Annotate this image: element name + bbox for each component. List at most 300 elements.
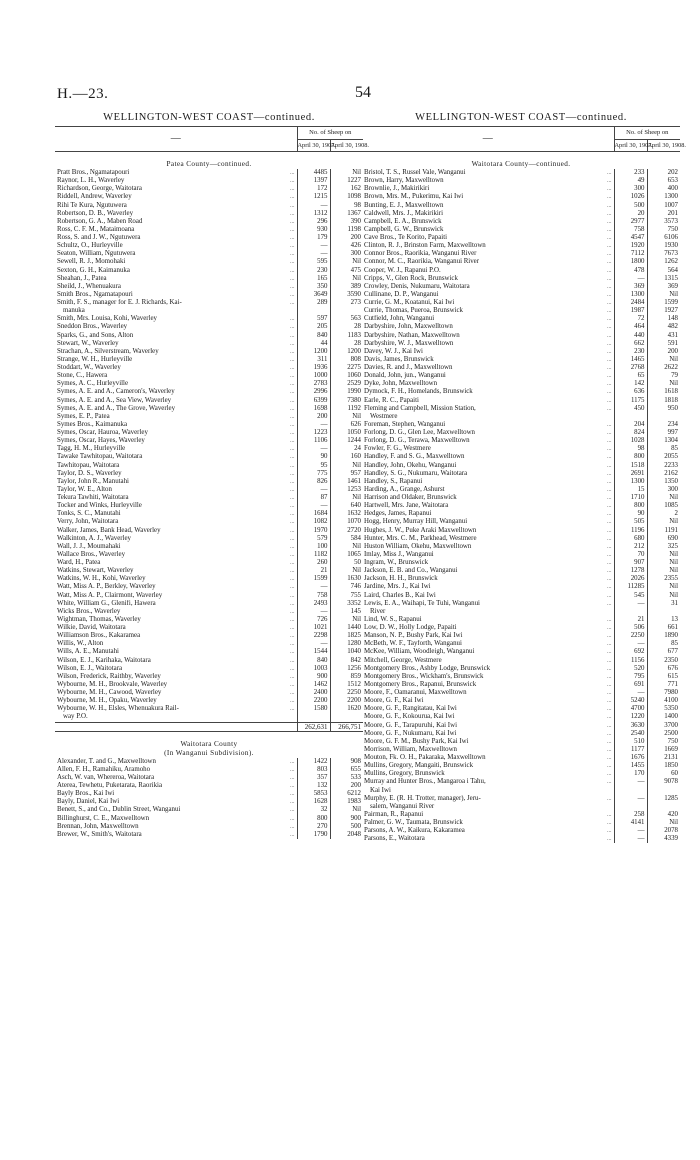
sheep-1908: 4339 <box>647 835 680 843</box>
holder-name: way P.O. <box>63 713 88 721</box>
table-row <box>362 332 680 340</box>
leader-dots: ... <box>607 535 612 542</box>
sheep-1908: 431 <box>647 332 680 340</box>
holder-name: Brewer, W., Smith's, Waitotara <box>57 830 142 838</box>
leader-dots: ... <box>607 381 612 388</box>
table-row <box>362 202 680 210</box>
holder-name: Brennan, John, Maxwelltown <box>57 822 139 830</box>
sheep-1908: Nil <box>330 169 363 177</box>
sheep-1907: — <box>297 250 330 258</box>
leader-dots: ... <box>290 486 295 493</box>
holder-name: Crowley, Denis, Nukumaru, Waitotara <box>364 282 470 290</box>
table-row <box>55 567 363 575</box>
table-row <box>55 510 363 518</box>
sheep-1908 <box>647 803 680 811</box>
sheep-1907: 510 <box>614 738 647 746</box>
sheep-1907: 4141 <box>614 819 647 827</box>
sheep-1908: 1285 <box>647 795 680 803</box>
leader-dots: ... <box>290 462 295 469</box>
sheep-1907: 258 <box>614 811 647 819</box>
leader-dots: ... <box>290 291 295 298</box>
table-row <box>362 462 680 470</box>
leader-dots: ... <box>290 600 295 607</box>
sheep-1908: 1512 <box>330 681 363 689</box>
sheep-1908: 201 <box>647 210 680 218</box>
sheep-1908: 677 <box>647 648 680 656</box>
left-section-waitotara: Waitotara County <box>180 739 238 748</box>
table-row <box>55 380 363 388</box>
holder-name: Wightman, Thomas, Waverley <box>57 615 141 623</box>
leader-dots: ... <box>290 681 295 688</box>
total-1907: 262,631 <box>297 722 330 731</box>
sheep-1907: 4700 <box>614 705 647 713</box>
sheep-1907: 775 <box>297 470 330 478</box>
table-row <box>362 177 680 185</box>
sheep-1908: 60 <box>647 770 680 778</box>
leader-dots: ... <box>607 373 612 380</box>
spacer-cell <box>362 152 680 161</box>
leader-dots: ... <box>607 210 612 217</box>
leader-dots: ... <box>290 210 295 217</box>
holder-name: Taylor, W. E., Alton <box>57 485 112 493</box>
holder-name: Wall, J. J., Moumahaki <box>57 542 121 550</box>
sheep-1908: 202 <box>647 169 680 177</box>
holder-name: Cutfield, John, Wanganui <box>364 315 435 323</box>
sheep-1908: Nil <box>647 559 680 567</box>
table-row <box>362 356 680 364</box>
leader-dots: ... <box>607 584 612 591</box>
leader-dots: ... <box>290 438 295 445</box>
table-row <box>55 583 363 591</box>
sheep-1908 <box>647 608 680 616</box>
holder-name: Forlong, D. G., Glen Lee, Maxwelltown <box>364 429 475 436</box>
leader-dots: ... <box>607 714 612 721</box>
leader-dots: ... <box>290 766 295 773</box>
leader-dots: ... <box>607 519 612 526</box>
table-row <box>55 592 363 600</box>
table-row <box>55 437 363 445</box>
sheep-1907: 1156 <box>614 657 647 665</box>
leader-dots: ... <box>607 397 612 404</box>
sheep-1907: 1200 <box>297 348 330 356</box>
sheep-1908: 1085 <box>647 502 680 510</box>
sheep-1908: 9078 <box>647 778 680 786</box>
sheep-1908: 2355 <box>647 575 680 583</box>
leader-dots: ... <box>290 799 295 806</box>
holder-name: Wallace Bros., Waverley <box>57 550 126 558</box>
sheep-1907 <box>297 307 330 315</box>
sheep-1907: 900 <box>297 673 330 681</box>
table-row <box>55 806 363 814</box>
table-row <box>362 592 680 600</box>
table-row <box>362 502 680 510</box>
right-col-1908: April 30, 1908. <box>647 140 680 152</box>
right-table <box>362 126 686 843</box>
table-row <box>362 551 680 559</box>
leader-dots: ... <box>290 381 295 388</box>
sheep-1908: 808 <box>330 356 363 364</box>
table-row <box>362 307 680 315</box>
holder-name: Cripps, V., Glen Rock, Brunswick <box>364 274 458 282</box>
table-row <box>362 787 680 795</box>
table-row <box>362 616 680 624</box>
sheep-1907: 1800 <box>614 258 647 266</box>
sheep-1908: 390 <box>330 218 363 226</box>
sheep-1908: 7673 <box>647 250 680 258</box>
sheep-1907: 1920 <box>614 242 647 250</box>
table-row <box>55 673 363 681</box>
leader-dots: ... <box>607 681 612 688</box>
sheep-1907: 1278 <box>614 567 647 575</box>
sheep-1907: 2493 <box>297 600 330 608</box>
leader-dots: ... <box>290 673 295 680</box>
holder-name: Campbell, E. A., Brunswick <box>364 217 442 225</box>
leader-dots: ... <box>607 576 612 583</box>
sheep-1907: 5240 <box>614 697 647 705</box>
sheep-1908: 1098 <box>330 193 363 201</box>
leader-dots: ... <box>607 722 612 729</box>
holder-name: Richardson, George, Waitotara <box>57 185 142 193</box>
holder-name: manuka <box>63 307 85 315</box>
sheep-1908: 584 <box>330 535 363 543</box>
leader-dots: ... <box>290 511 295 518</box>
sheep-1907 <box>614 803 647 811</box>
table-row <box>362 713 680 721</box>
table-row <box>362 185 680 193</box>
leader-dots: ... <box>290 446 295 453</box>
holder-name: Riddell, Andrew, Waverley <box>57 193 132 201</box>
sheep-1907: 172 <box>297 185 330 193</box>
holder-name: Symes, Oscar, Hayes, Waverley <box>57 437 145 445</box>
leader-dots: ... <box>290 430 295 436</box>
holder-name: Strachan, A., Silverstream, Waverley <box>57 347 159 355</box>
table-row <box>55 798 363 806</box>
sheep-1908: 1825 <box>330 632 363 640</box>
sheep-1907: 1000 <box>297 372 330 380</box>
sheep-1907: — <box>614 778 647 786</box>
sheep-1907: 1422 <box>297 758 330 766</box>
table-row <box>55 616 363 624</box>
table-row <box>55 624 363 632</box>
table-row <box>362 486 680 494</box>
total-row <box>55 722 363 731</box>
leader-dots: ... <box>607 308 612 315</box>
sheep-1907: 1215 <box>297 193 330 201</box>
holder-name: Williamson Bros., Kakaramea <box>57 632 141 640</box>
sheep-1908: Nil <box>647 518 680 526</box>
holder-name: Low, D. W., Holly Lodge, Papaiti <box>364 624 457 631</box>
sheep-1907: — <box>297 502 330 510</box>
table-row <box>362 754 680 762</box>
sheep-1908: Nil <box>647 291 680 299</box>
table-row <box>362 340 680 348</box>
holder-name: Moore, G. F. M., Bushy Park, Kai Iwi <box>364 737 469 745</box>
holder-name: Brown, Harry, Maxwelltown <box>364 177 444 185</box>
leader-dots: ... <box>607 511 612 518</box>
table-row <box>362 364 680 372</box>
sheep-1908: 234 <box>647 421 680 429</box>
spacer-row <box>362 152 680 161</box>
sheep-1907: 2400 <box>297 689 330 697</box>
sheep-1908: 5350 <box>647 705 680 713</box>
leader-dots: ... <box>290 616 295 623</box>
holder-name: Tocker and Winks, Hurleyville <box>57 502 142 510</box>
table-row <box>55 250 363 258</box>
holder-name: Schultz, O., Hurleyville <box>57 242 123 250</box>
leader-dots: ... <box>607 178 612 185</box>
sheep-1907: 296 <box>297 218 330 226</box>
leader-dots: ... <box>290 584 295 591</box>
leader-dots: ... <box>607 503 612 510</box>
table-row <box>55 234 363 242</box>
sheep-1908: 160 <box>330 453 363 461</box>
holder-name: Bunting, E. J., Maxwelltown <box>364 201 444 209</box>
leader-dots: ... <box>607 356 612 363</box>
leader-dots: ... <box>607 194 612 201</box>
sheep-1908: 1065 <box>330 551 363 559</box>
leader-dots <box>594 803 614 811</box>
table-row <box>362 583 680 591</box>
table-row <box>55 559 363 567</box>
holder-name: Jackson, H. H., Brunswick <box>364 575 438 583</box>
sheep-1907: 260 <box>297 559 330 567</box>
table-row <box>362 242 680 250</box>
sheep-1908: 1618 <box>647 388 680 396</box>
leader-dots: ... <box>290 267 295 274</box>
sheep-1907: 230 <box>614 348 647 356</box>
sheep-1907: 350 <box>297 283 330 291</box>
leader-dots: ... <box>290 592 295 599</box>
holder-name: Raynor, L. H., Waverley <box>57 177 125 185</box>
leader-dots: ... <box>607 633 612 640</box>
sheep-1907: — <box>614 600 647 608</box>
sheep-1908: 564 <box>647 267 680 275</box>
sheep-1908: Nil <box>330 806 363 814</box>
sheep-1907: 840 <box>297 332 330 340</box>
table-row <box>362 819 680 827</box>
holder-name: Stone, C., Hawera <box>57 372 108 380</box>
sheep-1908: Nil <box>330 616 363 624</box>
holder-name: Fleming and Campbell, Mission Station, <box>364 404 476 412</box>
table-row <box>55 226 363 234</box>
sheep-1907: 100 <box>297 543 330 551</box>
leader-dots: ... <box>290 576 295 583</box>
sheep-1907: 165 <box>297 275 330 283</box>
sheep-1908: 2055 <box>647 453 680 461</box>
leader-dots: ... <box>290 807 295 814</box>
sheep-1908: Nil <box>330 567 363 575</box>
sheep-1907: 132 <box>297 782 330 790</box>
sheep-1907: 1698 <box>297 405 330 413</box>
holder-name: Rihi Te Kura, Ngutuwera <box>57 201 127 209</box>
table-row <box>55 445 363 453</box>
sheep-1908: 273 <box>330 299 363 307</box>
holder-name: Watt, Miss A. P., Clairmont, Waverley <box>57 591 163 599</box>
left-section-waitotara-sub-row <box>55 749 363 758</box>
holder-name: Aterea, Tewhetu, Puketarata, Raorikia <box>57 782 163 789</box>
leader-dots: ... <box>607 828 612 835</box>
holder-name: Moore, G. F., Tarapuruhi, Kai Iwi <box>364 721 457 729</box>
holder-name: Davey, W. J., Kai Iwi <box>364 347 423 355</box>
sheep-1908: 997 <box>647 429 680 437</box>
sheep-1907: 1710 <box>614 494 647 502</box>
sheep-1907: 369 <box>614 283 647 291</box>
leader-dots: ... <box>607 706 612 713</box>
table-row <box>55 258 363 266</box>
leader-dots: ... <box>290 657 295 664</box>
left-section-patea-row <box>55 160 363 169</box>
sheep-1908: 300 <box>647 486 680 494</box>
sheep-1908: 750 <box>647 738 680 746</box>
sheep-1907: 450 <box>614 405 647 413</box>
holder-name: Connor, M. C., Raorikia, Wanganui River <box>364 258 480 266</box>
sheep-1908: 3573 <box>647 218 680 226</box>
table-row <box>55 470 363 478</box>
holder-name: Wybourne, W. H., Elsles, Whenuakura Rail- <box>57 705 179 713</box>
sheep-1908: 6212 <box>330 790 363 798</box>
holder-name: Stoddart, W., Waverley <box>57 364 121 371</box>
sheep-1908: 2200 <box>330 697 363 705</box>
leader-dots: ... <box>607 771 612 778</box>
sheep-1907: 2996 <box>297 388 330 396</box>
leader-dots: ... <box>290 470 295 477</box>
table-row <box>362 778 680 786</box>
sheep-1908: 1440 <box>330 624 363 632</box>
table-row <box>362 478 680 486</box>
sheep-1907: 20 <box>614 210 647 218</box>
table-row <box>55 242 363 250</box>
table-row <box>362 827 680 835</box>
table-row <box>55 486 363 494</box>
sheep-1907: 1684 <box>297 510 330 518</box>
leader-dots <box>280 713 297 722</box>
sheep-1908: Nil <box>330 275 363 283</box>
holder-name: Walker, James, Bank Head, Waverley <box>57 526 161 534</box>
sheep-1907: 692 <box>614 648 647 656</box>
sheep-1907: 1182 <box>297 551 330 559</box>
leader-dots: ... <box>607 421 612 428</box>
sheep-1908: 2233 <box>647 462 680 470</box>
table-row <box>362 722 680 730</box>
leader-dots: ... <box>607 348 612 355</box>
table-row <box>55 790 363 798</box>
table-row <box>362 689 680 697</box>
table-row <box>362 445 680 453</box>
leader-dots: ... <box>290 178 295 185</box>
sheep-1907: 795 <box>614 673 647 681</box>
table-row <box>362 803 680 811</box>
holder-name: Handley, John, Okehu, Wanganui <box>364 461 457 469</box>
holder-name: McKee, William, Woodleigh, Wanganui <box>364 648 475 656</box>
table-row <box>55 283 363 291</box>
holder-name: Symes, A. E. and A., Cameron's, Waverley <box>57 388 175 396</box>
right-section-waitotara-row <box>362 160 680 169</box>
left-col-1908: April 30, 1908. <box>330 140 363 152</box>
holder-name: Palmer, G. W., Taumata, Brunswick <box>364 819 463 826</box>
holder-name: Hartwell, Mrs. Jane, Waitotara <box>364 502 449 510</box>
leader-dots: ... <box>290 186 295 193</box>
leader-dots: ... <box>607 673 612 680</box>
sheep-1908: 1599 <box>647 299 680 307</box>
sheep-1907: 800 <box>297 815 330 823</box>
leader-dots: ... <box>290 706 295 713</box>
leader-dots: ... <box>290 218 295 225</box>
sheep-1908: 426 <box>330 242 363 250</box>
sheep-1907: 44 <box>297 340 330 348</box>
table-row <box>55 681 363 689</box>
table-row <box>362 738 680 746</box>
sheep-1907: — <box>297 242 330 250</box>
sheep-1907: 840 <box>297 657 330 665</box>
sheep-1907: 5853 <box>297 790 330 798</box>
leader-dots: ... <box>290 316 295 323</box>
sheep-1907: — <box>614 835 647 843</box>
holder-name: Lind, W. S., Rapanui <box>364 615 422 623</box>
holder-name: Wills, A. E., Manutahi <box>57 648 119 656</box>
holder-name: Cave Bros., Te Korito, Papaiti <box>364 234 448 241</box>
sheep-1907: 597 <box>297 315 330 323</box>
leader-dots: ... <box>607 795 612 802</box>
sheep-1907: 1676 <box>614 754 647 762</box>
holder-name: Symes, A. C., Hurleyville <box>57 380 129 388</box>
sheep-1907: 1177 <box>614 746 647 754</box>
leader-dots: ... <box>290 633 295 640</box>
holder-name: Moore, G. F., Rangitatau, Kai Iwi <box>364 705 457 713</box>
leader-dots: ... <box>290 373 295 380</box>
leader-dots: ... <box>607 283 612 290</box>
total-blank <box>55 722 297 731</box>
table-row <box>362 193 680 201</box>
sheep-1907: 824 <box>614 429 647 437</box>
leader-dots: ... <box>607 438 612 445</box>
table-row <box>362 258 680 266</box>
table-row <box>362 218 680 226</box>
table-row <box>55 502 363 510</box>
sheep-1908: 1191 <box>647 527 680 535</box>
leader-dots: ... <box>290 251 295 258</box>
leader-dots: ... <box>290 421 295 428</box>
holder-name: Parsons, E., Waitotara <box>364 835 425 843</box>
sheep-1908: 1300 <box>647 193 680 201</box>
leader-dots: ... <box>607 389 612 396</box>
left-column <box>55 112 369 839</box>
sheep-1908: 1227 <box>330 177 363 185</box>
sheep-1907: 2250 <box>614 632 647 640</box>
table-row <box>362 315 680 323</box>
sheep-1908: 85 <box>647 445 680 453</box>
holder-name: Seaton, William, Ngutuwera <box>57 250 136 258</box>
sheep-1908: Nil <box>647 551 680 559</box>
sheep-1908: Nil <box>330 258 363 266</box>
leader-dots: ... <box>607 600 612 607</box>
holder-name: Ward, H., Patea <box>57 559 101 566</box>
leader-dots: ... <box>607 454 612 461</box>
sheep-1907: 3630 <box>614 722 647 730</box>
sheep-1907: 662 <box>614 340 647 348</box>
sheep-1908: 7380 <box>330 397 363 405</box>
holder-name: Sewell, R. J., Momohaki <box>57 258 126 266</box>
sheep-1907: 289 <box>297 299 330 307</box>
holder-name: Mitchell, George, Westmere <box>364 656 442 664</box>
leader-dots: ... <box>290 823 295 830</box>
sheep-1908: 1400 <box>647 713 680 721</box>
leader-dots: ... <box>290 170 295 176</box>
leader-dots: ... <box>290 202 295 209</box>
sheep-1908: 2500 <box>647 730 680 738</box>
table-row <box>55 332 363 340</box>
leader-dots: ... <box>290 324 295 331</box>
table-row <box>362 283 680 291</box>
